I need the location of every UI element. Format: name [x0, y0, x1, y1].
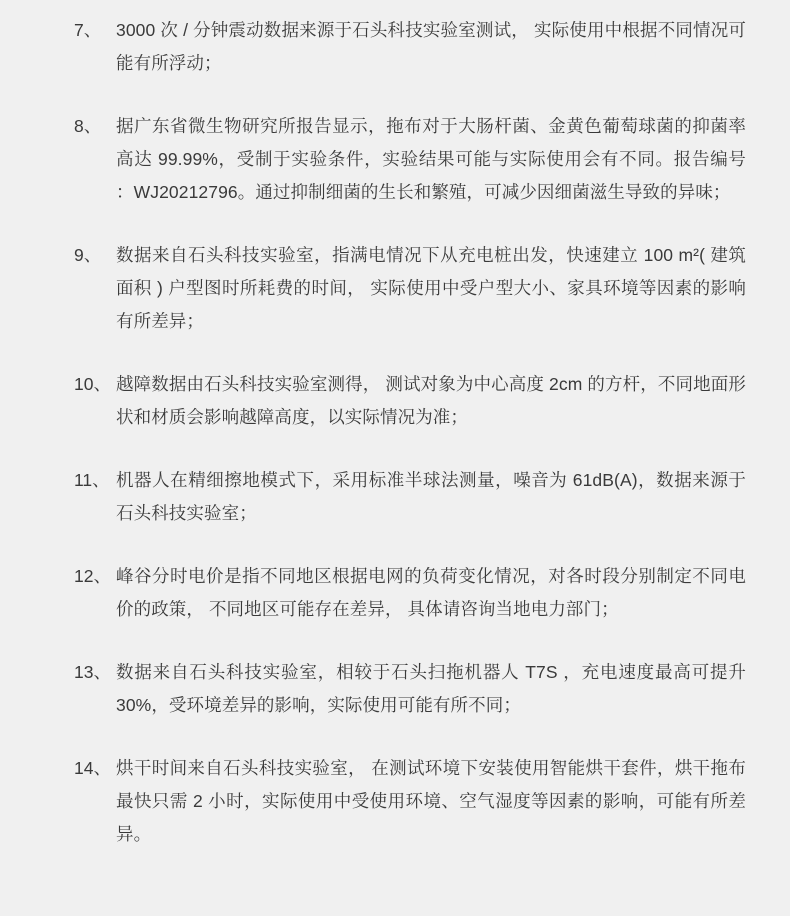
footnote-index: 10、 [74, 374, 111, 394]
footnote-text: 3000 次 / 分钟震动数据来源于石头科技实验室测试， 实际使用中根据不同情况可能有所浮动； [116, 20, 746, 73]
list-item [74, 110, 746, 209]
list-item [74, 14, 746, 80]
footnote-text: 数据来自石头科技实验室，指满电情况下从充电桩出发，快速建立 100 m²( 建筑面积 ) 户型图时所耗费的时间， 实际使用中受户型大小、家具环境等因素的影响有所差异； [116, 245, 746, 331]
footnote-text: 数据来自石头科技实验室，相较于石头扫拖机器人 T7S ，充电速度最高可提升 30%，受环境差异的影响，实际使用可能有所不同； [116, 662, 746, 715]
footnote-list [74, 14, 746, 851]
footnote-index: 7、 [74, 20, 102, 40]
footnote-index: 13、 [74, 662, 111, 682]
footnote-index: 14、 [74, 758, 111, 778]
list-item [74, 368, 746, 434]
list-item [74, 560, 746, 626]
footnote-index: 12、 [74, 566, 111, 586]
footnote-text: 机器人在精细擦地模式下，采用标准半球法测量，噪音为 61dB(A)，数据来源于石头科技实验室； [116, 470, 746, 523]
list-item [74, 656, 746, 722]
footnote-text: 峰谷分时电价是指不同地区根据电网的负荷变化情况，对各时段分别制定不同电价的政策， 不同地区可能存在差异， 具体请咨询当地电力部门； [116, 566, 746, 619]
list-item [74, 464, 746, 530]
footnote-index: 8、 [74, 116, 102, 136]
list-item [74, 752, 746, 851]
footnote-text: 烘干时间来自石头科技实验室， 在测试环境下安装使用智能烘干套件，烘干拖布最快只需 2 小时，实际使用中受使用环境、空气湿度等因素的影响，可能有所差异。 [116, 758, 746, 844]
footnote-text: 据广东省微生物研究所报告显示，拖布对于大肠杆菌、金黄色葡萄球菌的抑菌率高达 99.99%，受制于实验条件，实验结果可能与实际使用会有不同。报告编号 ：WJ20212796。通过抑制细菌的生长和繁殖，可减少因细菌滋生导致的异味； [116, 116, 746, 202]
footnote-text: 越障数据由石头科技实验室测得， 测试对象为中心高度 2cm 的方杆，不同地面形状和材质会影响越障高度，以实际情况为准； [116, 374, 746, 427]
footnote-index: 11、 [74, 470, 110, 490]
footnote-index: 9、 [74, 245, 102, 265]
list-item [74, 239, 746, 338]
